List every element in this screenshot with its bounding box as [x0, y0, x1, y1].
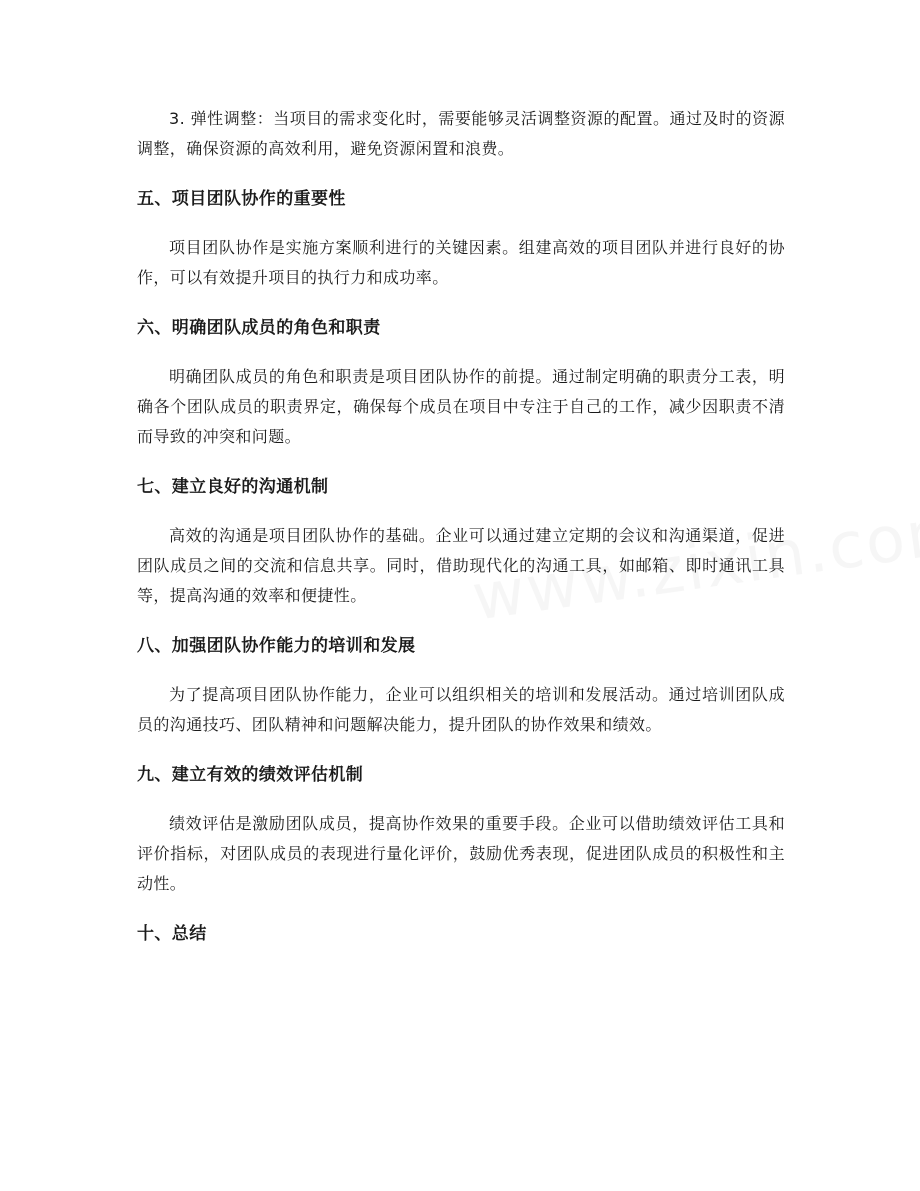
section-heading-5: 五、项目团队协作的重要性	[137, 189, 346, 209]
section-heading-10: 十、总结	[137, 924, 207, 944]
paragraph-resource-flexibility: 3. 弹性调整：当项目的需求变化时，需要能够灵活调整资源的配置。通过及时的资源调整，确保资源的高效利用，避免资源闲置和浪费。	[137, 109, 785, 158]
paragraph-communication: 高效的沟通是项目团队协作的基础。企业可以通过建立定期的会议和沟通渠道，促进团队成员之间的交流和信息共享。同时，借助现代化的沟通工具，如邮箱、即时通讯工具等，提高沟通的效率和便捷性。	[137, 526, 785, 605]
paragraph-team-collaboration: 项目团队协作是实施方案顺利进行的关键因素。组建高效的项目团队并进行良好的协作，可以有效提升项目的执行力和成功率。	[137, 238, 785, 287]
section-heading-8: 八、加强团队协作能力的培训和发展	[137, 636, 416, 656]
section-heading-9: 九、建立有效的绩效评估机制	[137, 765, 364, 785]
paragraph-roles-responsibilities: 明确团队成员的角色和职责是项目团队协作的前提。通过制定明确的职责分工表，明确各个团队成员的职责界定，确保每个成员在项目中专注于自己的工作，减少因职责不清而导致的冲突和问题。	[137, 367, 785, 446]
paragraph-performance: 绩效评估是激励团队成员，提高协作效果的重要手段。企业可以借助绩效评估工具和评价指标，对团队成员的表现进行量化评价，鼓励优秀表现，促进团队成员的积极性和主动性。	[137, 814, 785, 893]
document-body	[137, 104, 785, 949]
paragraph-training: 为了提高项目团队协作能力，企业可以组织相关的培训和发展活动。通过培训团队成员的沟通技巧、团队精神和问题解决能力，提升团队的协作效果和绩效。	[137, 685, 785, 734]
section-heading-7: 七、建立良好的沟通机制	[137, 477, 329, 497]
section-heading-6: 六、明确团队成员的角色和职责	[137, 318, 381, 338]
